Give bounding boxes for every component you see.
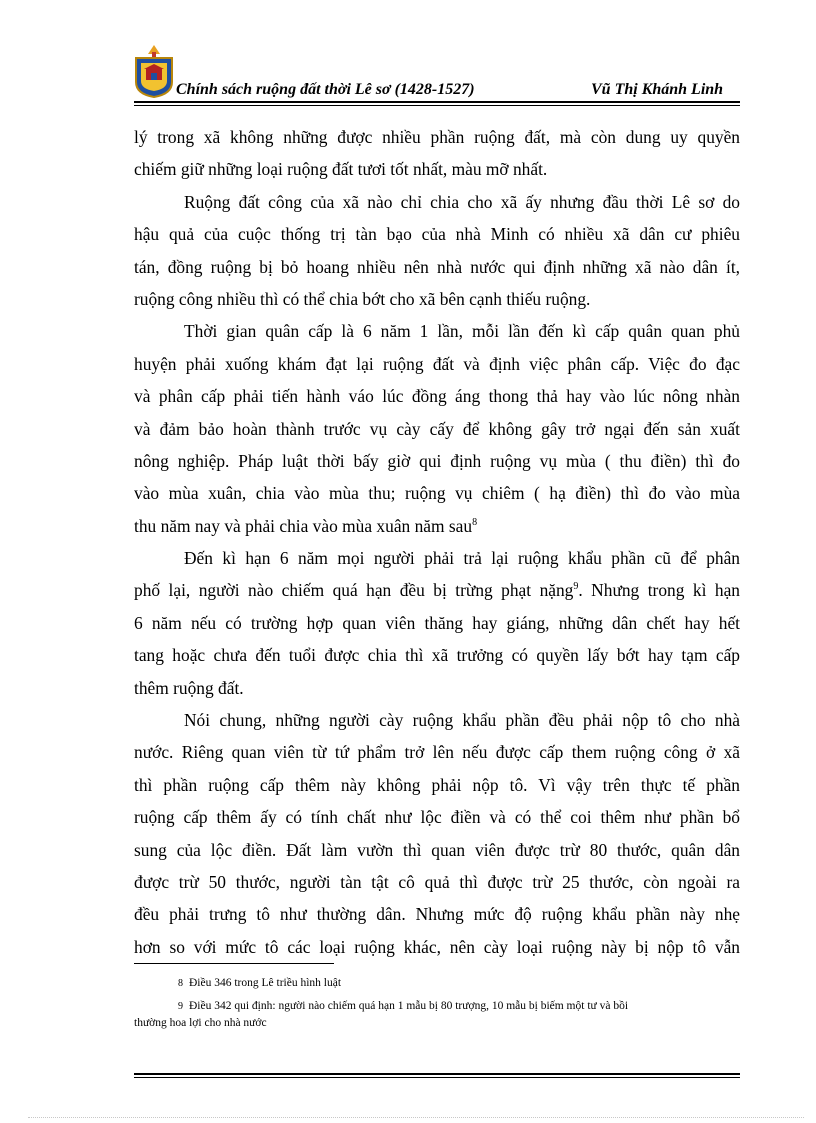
- body-line: được trừ 50 thước, người tàn tật cô quả thì được trừ 25 thước, còn ngoài ra: [134, 871, 740, 892]
- body-line: Ruộng đất công của xã nào chỉ chia cho xã ấy nhưng đầu thời Lê sơ do: [184, 191, 740, 212]
- header-author-name: Vũ Thị Khánh Linh: [591, 81, 724, 98]
- body-line: sung của lộc điền. Đất làm vườn thì quan viên được trừ 80 thước, quân dân: [134, 839, 740, 860]
- header-document-title: Chính sách ruộng đất thời Lê sơ (1428-1527): [176, 81, 475, 98]
- footnote-9: [134, 998, 738, 1031]
- footer-rule-thin: [134, 1077, 740, 1078]
- footnote-ref-8: 8: [472, 516, 478, 528]
- footnote-number: 9: [178, 1001, 183, 1012]
- body-line: tán, đồng ruộng bị bỏ hoang nhiều nên nhà nước qui định những xã nào dân ít,: [134, 256, 740, 277]
- body-line-text: . Nhưng trong kì hạn: [578, 580, 740, 601]
- body-line: và đảm bảo hoàn thành trước vụ cày cấy để không gây trở ngại đến sản xuất: [134, 418, 740, 439]
- footnote-text-continued: thường hoa lợi cho nhà nước: [134, 1017, 267, 1029]
- body-line-text: phố lại, người nào chiếm quá hạn đều bị trừng phạt nặng: [134, 580, 574, 601]
- footnote-8: [178, 975, 738, 992]
- page-boundary-dotted-line: [28, 1117, 804, 1118]
- body-line: [134, 574, 740, 606]
- body-line: ruộng cấp thêm ấy có tính chất như lộc điền và có thể coi thêm như phần bổ: [134, 807, 740, 828]
- footnote-number: 8: [178, 978, 183, 989]
- body-line: [134, 510, 740, 542]
- body-line: thì phần ruộng cấp thêm này không phải nộp tô. Vì vậy trên thực tế phần: [134, 774, 740, 795]
- body-line: đều phải trưng tô như thường dân. Nhưng mức độ ruộng khẩu phần này nhẹ: [134, 904, 740, 925]
- body-line: tang hoặc chưa đến tuổi được chia thì xã trưởng có quyền lấy bớt hay tạm cấp: [134, 645, 740, 666]
- body-line: hơn so với mức tô các loại ruộng khác, nên cày loại ruộng này bị nộp tô vẫn: [134, 936, 740, 957]
- footer-rule: [134, 1073, 740, 1075]
- body-line-text: thu năm nay và phải chia vào mùa xuân năm sau: [134, 515, 473, 536]
- footnote-separator: [134, 963, 334, 964]
- body-line: Nói chung, những người cày ruộng khẩu phần đều phải nộp tô cho nhà: [184, 710, 740, 731]
- footnote-text: Điều 346 trong Lê triều hình luật: [189, 977, 342, 989]
- body-line: 6 năm nếu có trường hợp quan viên thăng hay giáng, những dân chết hay hết: [134, 612, 740, 633]
- footnote-ref-9: 9: [573, 581, 579, 593]
- body-line: vào mùa xuân, chia vào mùa thu; ruộng vụ chiêm ( hạ điền) thì đo vào mùa: [134, 483, 740, 504]
- body-line: chiếm giữ những loại ruộng đất tươi tốt nhất, màu mỡ nhất.: [134, 159, 548, 180]
- body-line: thêm ruộng đất.: [134, 677, 244, 698]
- body-line: hậu quả của cuộc thống trị tàn bạo của nhà Minh có nhiều xã dân cư phiêu: [134, 224, 740, 245]
- body-line: Thời gian quân cấp là 6 năm 1 lần, mỗi lần đến kì cấp quân quan phủ: [184, 321, 740, 342]
- body-line: Đến kì hạn 6 năm mọi người phải trả lại ruộng khẩu phần cũ để phân: [184, 548, 740, 569]
- header-rule: [134, 101, 740, 103]
- header-rule-thin: [134, 105, 740, 106]
- body-line: lý trong xã không những được nhiều phần ruộng đất, mà còn dung uy quyền: [134, 127, 740, 147]
- body-line: ruộng công nhiều thì có thể chia bớt cho xã bên cạnh thiếu ruộng.: [134, 288, 591, 309]
- body-line: và phân cấp phải tiến hành váo lúc đồng áng thong thả hay vào lúc nông nhàn: [134, 386, 740, 407]
- footnote-text: Điều 342 qui định: người nào chiếm quá hạn 1 mẫu bị 80 trượng, 10 mẫu bị biếm một tư và bồi: [189, 1000, 629, 1012]
- body-text: [134, 121, 740, 963]
- body-line: huyện phải xuống khám đạt lại ruộng đất và định việc phân cấp. Việc đo đạc: [134, 353, 740, 374]
- body-line: nông nghiệp. Pháp luật thời bấy giờ qui định ruộng vụ mùa ( thu điền) thì đo: [134, 450, 740, 471]
- body-line: nước. Riêng quan viên từ tứ phẩm trở lên nếu được cấp them ruộng công ở xã: [134, 742, 740, 763]
- university-crest-logo: [134, 44, 174, 98]
